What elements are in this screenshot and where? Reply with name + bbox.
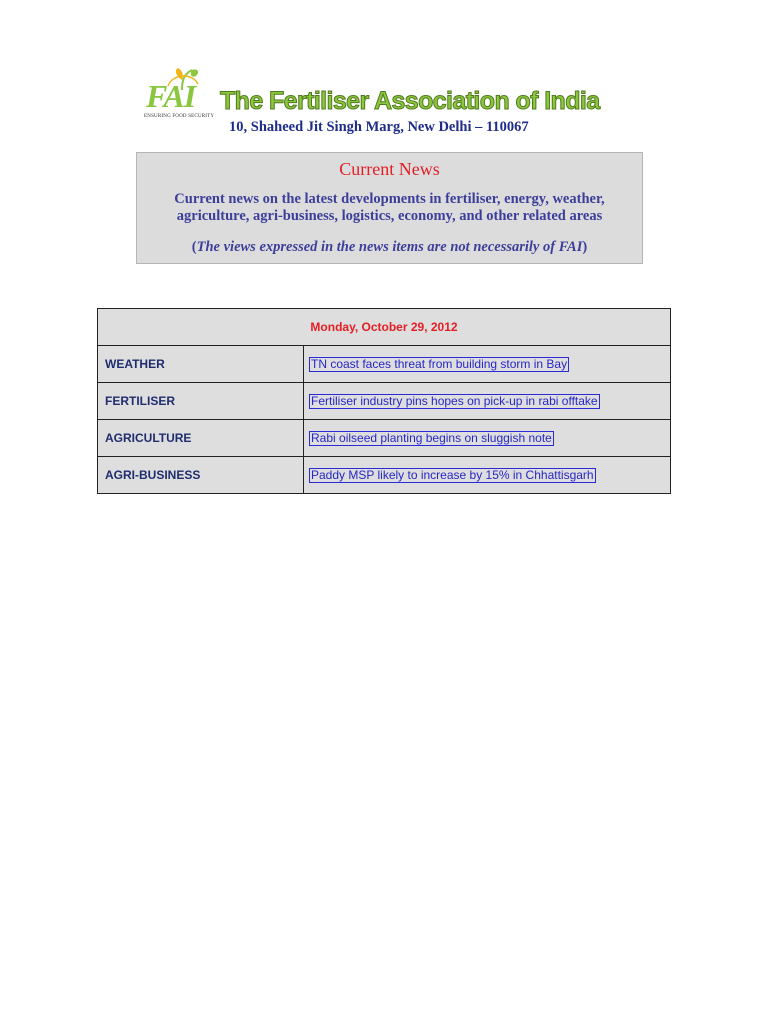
headline-cell	[304, 346, 671, 383]
news-link-weather[interactable]: TN coast faces threat from building storm in Bay	[311, 357, 568, 371]
table-row	[98, 383, 671, 420]
headline-cell	[304, 420, 671, 457]
category-agriculture: AGRICULTURE	[98, 420, 304, 457]
headline-cell	[304, 383, 671, 420]
org-name: The Fertiliser Association of India	[220, 87, 600, 115]
category-weather: WEATHER	[98, 346, 304, 383]
news-table	[97, 308, 671, 494]
disclaimer-close-paren: )	[582, 239, 588, 255]
disclaimer-open-paren: (	[191, 239, 197, 255]
current-news-title: Current News	[339, 159, 440, 179]
news-link-agri-business[interactable]: Paddy MSP likely to increase by 15% in Chhattisgarh	[311, 468, 594, 482]
disclaimer-text: The views expressed in the news items are not necessarily of FAI	[196, 239, 583, 255]
category-fertiliser: FERTILISER	[98, 383, 304, 420]
date-row	[98, 309, 671, 346]
news-link-fertiliser[interactable]: Fertiliser industry pins hopes on pick-up in rabi offtake	[311, 394, 598, 408]
logo-text: FAI	[146, 78, 196, 114]
org-address: 10, Shaheed Jit Singh Marg, New Delhi – 110067	[229, 119, 529, 135]
logo-tagline: ENSURING FOOD SECURITY	[144, 114, 215, 119]
current-news-box	[136, 152, 643, 264]
current-news-description: Current news on the latest developments in fertiliser, energy, weather, agriculture, agri-business, logistics, economy, and other related areas	[174, 191, 605, 224]
table-row	[98, 346, 671, 383]
news-link-agriculture[interactable]: Rabi oilseed planting begins on sluggish note	[311, 431, 552, 445]
table-row	[98, 420, 671, 457]
news-date: Monday, October 29, 2012	[98, 309, 671, 346]
fai-logo	[144, 66, 214, 120]
headline-cell	[304, 457, 671, 494]
disclaimer-note	[137, 239, 642, 256]
table-row	[98, 457, 671, 494]
category-agri-business: AGRI-BUSINESS	[98, 457, 304, 494]
